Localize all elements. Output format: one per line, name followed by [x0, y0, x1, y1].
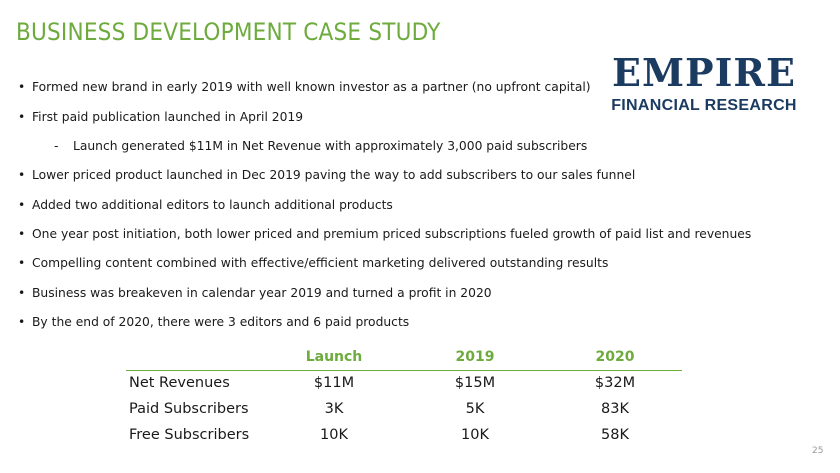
bullet-text: Lower priced product launched in Dec 2019 paving the way to add subscribers to our sales funnel	[32, 168, 636, 182]
table-cell: $15M	[454, 375, 496, 391]
bullet-dot: •	[18, 110, 26, 124]
bullet-text: Business was breakeven in calendar year 2019 and turned a profit in 2020	[32, 286, 492, 300]
bullet-text: First paid publication launched in April 2019	[32, 110, 304, 124]
table-cell: $32M	[594, 375, 636, 391]
sub-bullet-item	[54, 139, 587, 153]
table-divider	[126, 370, 682, 371]
page-number: 25	[812, 446, 824, 456]
table-header-2019: 2019	[455, 349, 495, 365]
bullet-dot: •	[18, 256, 26, 270]
table-cell: 3K	[324, 401, 344, 417]
row-label-paid-subscribers: Paid Subscribers	[129, 401, 249, 417]
logo-wordmark: EMPIRE	[612, 50, 796, 95]
bullet-item	[18, 256, 608, 270]
bullet-item	[18, 198, 393, 212]
table-cell: $11M	[313, 375, 355, 391]
table-header-launch: Launch	[305, 349, 363, 365]
bullet-text: Formed new brand in early 2019 with well known investor as a partner (no upfront capital)	[32, 80, 591, 94]
bullet-item	[18, 110, 303, 124]
table-cell: 10K	[461, 427, 489, 443]
bullet-item	[18, 80, 591, 94]
page-title: BUSINESS DEVELOPMENT CASE STUDY	[16, 18, 441, 46]
table-cell: 5K	[465, 401, 485, 417]
row-label-free-subscribers: Free Subscribers	[129, 427, 250, 443]
table-cell: 58K	[601, 427, 629, 443]
bullet-dot: •	[18, 198, 26, 212]
bullet-dot: •	[18, 80, 26, 94]
bullet-text: One year post initiation, both lower priced and premium priced subscriptions fueled growth of paid list and revenues	[32, 227, 752, 241]
bullet-text: Added two additional editors to launch additional products	[32, 198, 393, 212]
row-label-net-revenues: Net Revenues	[129, 375, 230, 391]
bullet-dot: •	[18, 286, 26, 300]
bullet-dot: •	[18, 315, 26, 329]
table-cell: 83K	[601, 401, 629, 417]
empire-logo	[593, 50, 815, 120]
bullet-text: Compelling content combined with effective/efficient marketing delivered outstanding results	[32, 256, 609, 270]
bullet-dot: •	[18, 227, 26, 241]
sub-bullet-dash: -	[54, 139, 59, 153]
logo-subtitle: FINANCIAL RESEARCH	[611, 97, 797, 114]
sub-bullet-text: Launch generated $11M in Net Revenue with approximately 3,000 paid subscribers	[73, 139, 588, 153]
bullet-item	[18, 286, 492, 300]
bullet-item	[18, 227, 751, 241]
table-header-2020: 2020	[595, 349, 635, 365]
bullet-item	[18, 315, 409, 329]
bullet-dot: •	[18, 168, 26, 182]
bullet-text: By the end of 2020, there were 3 editors and 6 paid products	[32, 315, 410, 329]
table-cell: 10K	[320, 427, 348, 443]
bullet-item	[18, 168, 635, 182]
